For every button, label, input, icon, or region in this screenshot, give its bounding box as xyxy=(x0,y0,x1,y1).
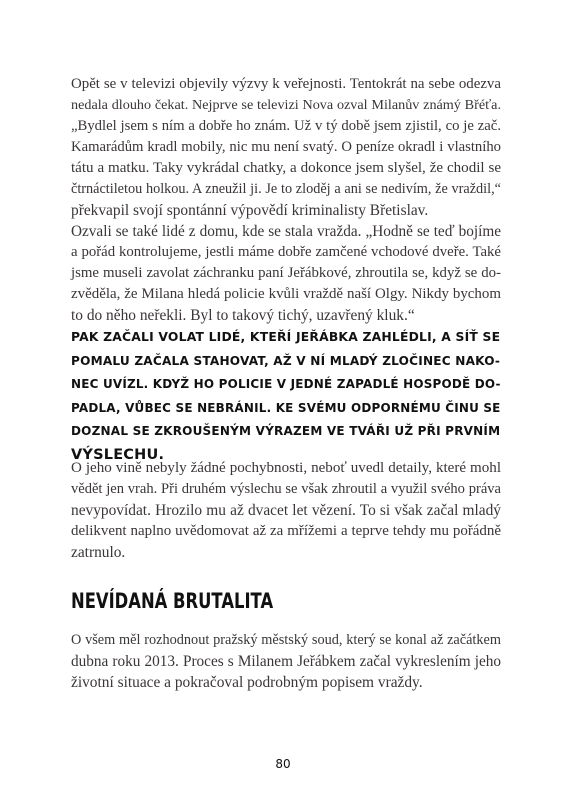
text-line: vědět jen vrah. Při druhém výslechu se však zhroutil a využil svého práva xyxy=(71,481,501,497)
text-line: jsme museli zavolat záchranku paní Jeřábkové, zhroutila se, když se do- xyxy=(71,265,501,281)
paragraph-1 xyxy=(71,74,501,221)
text-line: O jeho vině nebyly žádné pochybnosti, neboť uvedl detaily, které mohl xyxy=(71,460,501,476)
paragraph-3 xyxy=(71,458,501,563)
text-line: O všem měl rozhodnout pražský městský soud, který se konal až začátkem xyxy=(71,632,501,648)
text-line: životní situace a pokračoval podrobným popisem vraždy. xyxy=(71,674,423,691)
text-line: a pořád kontrolujeme, jestli máme dobře zamčené vchodové dveře. Také xyxy=(71,244,501,260)
section-heading: NEVÍDANÁ BRUTALITA xyxy=(71,589,274,613)
highlight-line: PAK ZAČALI VOLAT LIDÉ, KTEŘÍ JEŘÁBKA ZAHLÉDLI, A SÍŤ SE xyxy=(71,330,501,344)
text-line: překvapil svojí spontánní výpovědí kriminalisty Břetislav. xyxy=(71,202,429,219)
highlight-line: NEC UVÍZL. KDYŽ HO POLICIE V JEDNÉ ZAPADLÉ HOSPODĚ DO- xyxy=(71,377,501,391)
text-line: delikvent naplno uvědomovat až za mřížemi a teprve tehdy mu pořádně xyxy=(71,523,501,539)
text-line: Ozvali se také lidé z domu, kde se stala vražda. „Hodně se teď bojíme xyxy=(71,223,501,240)
text-line: zatrnulo. xyxy=(71,544,126,561)
text-line: dubna roku 2013. Proces s Milanem Jeřábkem začal vykreslením jeho xyxy=(71,653,501,670)
text-line: nedala dlouho čekat. Nejprve se televizi Nova ozval Milanův známý Břéťa. xyxy=(71,97,501,113)
highlight-quote xyxy=(71,326,501,467)
text-line: čtrnáctiletou holkou. A zneužil ji. Je to zloděj a ani se nedivím, že vraždil,“ xyxy=(71,181,501,197)
highlight-line: DOZNAL SE ZKROUŠENÝM VÝRAZEM VE TVÁŘI UŽ PŘI PRVNÍM xyxy=(71,424,501,438)
text-line: zvěděla, že Milana hledá policie kvůli vraždě naší Olgy. Nikdy bychom xyxy=(71,286,501,302)
highlight-line: PADLA, VŮBEC SE NEBRÁNIL. KE SVÉMU ODPORNÉMU ČINU SE xyxy=(71,400,501,415)
text-line: nevypovídat. Hrozilo mu až dvacet let vězení. To si však začal mladý xyxy=(71,502,501,519)
paragraph-2 xyxy=(71,221,501,326)
highlight-line: VÝSLECHU. xyxy=(71,446,165,463)
text-line: Kamarádům kradl mobily, nic mu není svatý. O peníze okradl i vlastního xyxy=(71,139,501,155)
highlight-line: POMALU ZAČALA STAHOVAT, AŽ V NÍ MLADÝ ZLOČINEC NAKO- xyxy=(71,353,501,368)
text-line: tátu a matku. Taky vykrádal chatky, a dokonce jsem slyšel, že chodil se xyxy=(71,160,501,176)
text-line: „Bydlel jsem s ním a dobře ho znám. Už v tý době jsem zjistil, co je zač. xyxy=(71,118,501,134)
text-line: Opět se v televizi objevily výzvy k veřejnosti. Tentokrát na sebe odezva xyxy=(71,76,501,92)
text-line: to do něho neřekli. Byl to takový tichý, uzavřený kluk.“ xyxy=(71,307,415,324)
page-number: 80 xyxy=(275,757,291,771)
paragraph-4 xyxy=(71,630,501,693)
